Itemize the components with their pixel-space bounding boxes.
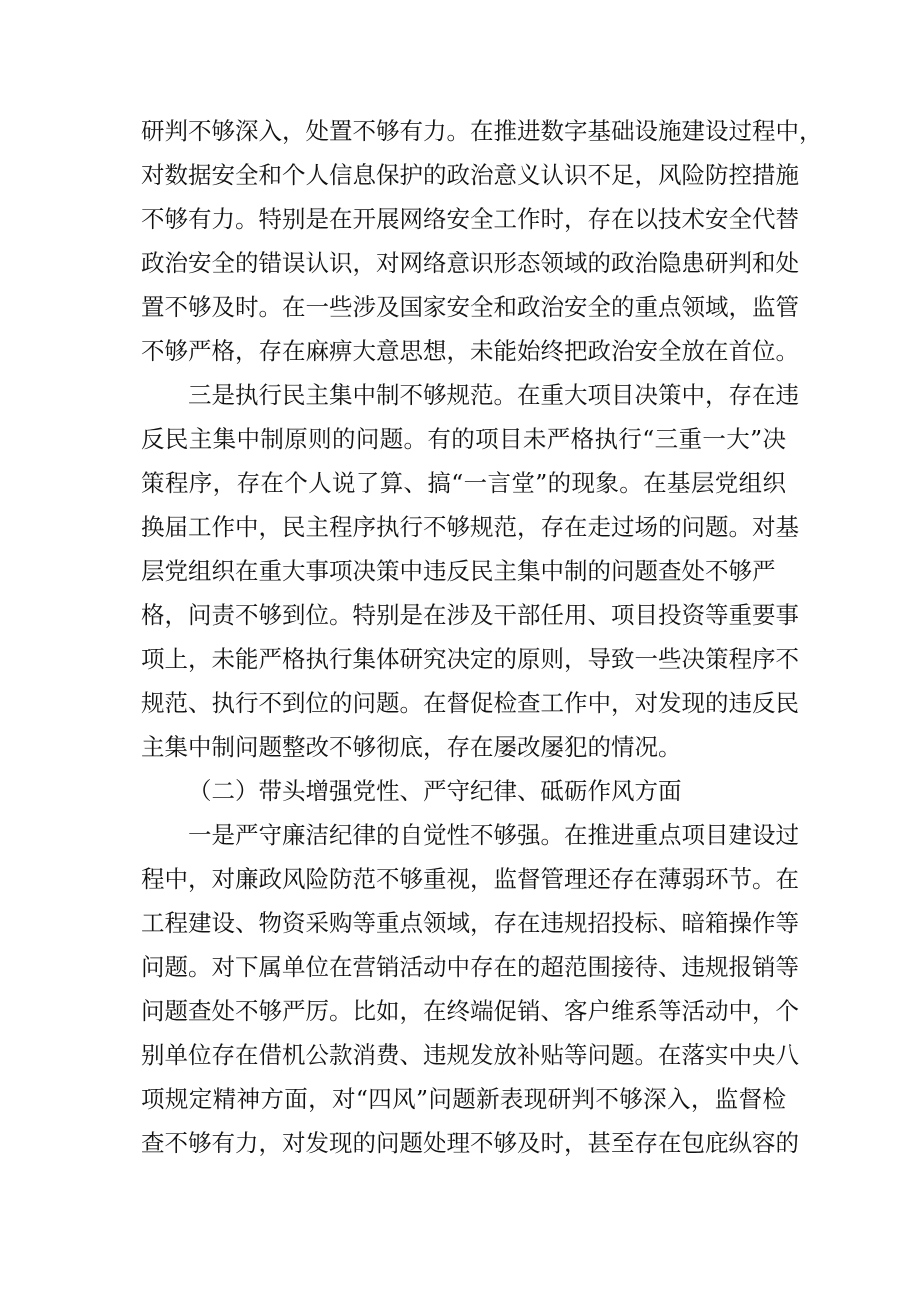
paragraph-line: 问题。对下属单位在营销活动中存在的超范围接待、违规报销等 (141, 953, 799, 981)
section-heading: （二）带头增强党性、严守纪律、砥砺作风方面 (188, 777, 682, 805)
paragraph-line: 格，问责不够到位。特别是在涉及干部任用、项目投资等重要事 (141, 601, 799, 629)
paragraph-line: 研判不够深入，处置不够有力。在推进数字基础设施建设过程中， (141, 117, 823, 145)
paragraph-first-line: 一是严守廉洁纪律的自觉性不够强。在推进重点项目建设过 (188, 821, 799, 849)
paragraph-line: 不够有力。特别是在开展网络安全工作时，存在以技术安全代替 (141, 205, 799, 233)
paragraph-line: 换届工作中，民主程序执行不够规范，存在走过场的问题。对基 (141, 513, 799, 541)
paragraph-line: 问题查处不够严厉。比如，在终端促销、客户维系等活动中，个 (141, 997, 799, 1025)
paragraph-line: 查不够有力，对发现的问题处理不够及时，甚至存在包庇纵容的 (141, 1129, 799, 1157)
paragraph-line: 政治安全的错误认识，对网络意识形态领域的政治隐患研判和处 (141, 249, 799, 277)
paragraph-line: 别单位存在借机公款消费、违规发放补贴等问题。在落实中央八 (141, 1041, 799, 1069)
paragraph-line: 反民主集中制原则的问题。有的项目未严格执行“三重一大”决 (141, 425, 786, 453)
paragraph-line: 项上，未能严格执行集体研究决定的原则，导致一些决策程序不 (141, 645, 799, 673)
paragraph-line: 项规定精神方面，对“四风”问题新表现研判不够深入，监督检 (141, 1085, 786, 1113)
paragraph-line: 层党组织在重大事项决策中违反民主集中制的问题查处不够严 (141, 557, 776, 585)
paragraph-line: 策程序，存在个人说了算、搞“一言堂”的现象。在基层党组织 (141, 469, 786, 497)
paragraph-line: 不够严格，存在麻痹大意思想，未能始终把政治安全放在首位。 (141, 337, 799, 365)
paragraph-line: 对数据安全和个人信息保护的政治意义认识不足，风险防控措施 (141, 161, 799, 189)
paragraph-line: 工程建设、物资采购等重点领域，存在违规招投标、暗箱操作等 (141, 909, 799, 937)
paragraph-line: 置不够及时。在一些涉及国家安全和政治安全的重点领域，监管 (141, 293, 799, 321)
paragraph-line: 规范、执行不到位的问题。在督促检查工作中，对发现的违反民 (141, 689, 799, 717)
paragraph-first-line: 三是执行民主集中制不够规范。在重大项目决策中，存在违 (188, 381, 799, 409)
paragraph-last-line: 主集中制问题整改不够彻底，存在屡改屡犯的情况。 (141, 733, 682, 761)
paragraph-line: 程中，对廉政风险防范不够重视，监督管理还存在薄弱环节。在 (141, 865, 799, 893)
